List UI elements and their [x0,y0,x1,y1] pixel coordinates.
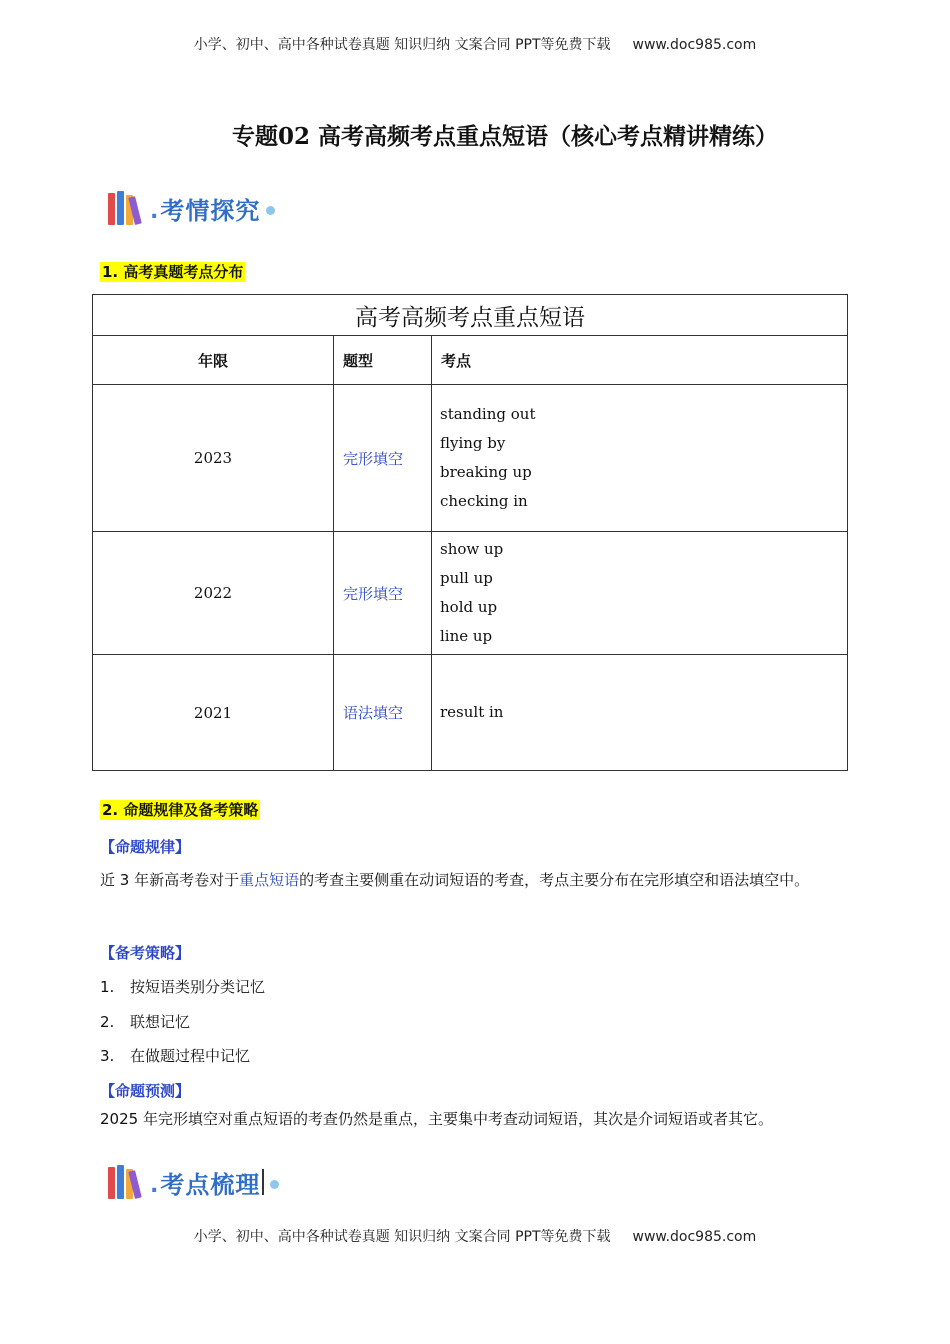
banner-title: 考情探究 [160,196,261,225]
column-header-points: 考点 [432,336,848,385]
list-number: 2. [100,1013,115,1031]
footer-site-link[interactable]: www.doc985.com [632,1229,757,1245]
type-cell[interactable]: 完形填空 [334,532,432,655]
year-cell: 2021 [93,655,334,771]
page-header [0,34,950,54]
list-text: 按短语类别分类记忆 [130,978,266,996]
forecast-paragraph: 2025 年完形填空对重点短语的考查仍然是重点，主要集中考查动词短语，其次是介词短语或者其它。 [100,1110,773,1128]
strategy-label: 【备考策略】 [100,944,191,962]
rule-label: 【命题规律】 [100,838,191,856]
year-cell: 2022 [93,532,334,655]
books-icon [108,1165,144,1199]
list-number: 1. [100,978,115,996]
header-site-link[interactable]: www.doc985.com [632,37,757,53]
section-heading-strategy: 2. 命题规律及备考策略 [102,801,259,819]
phrase-item: breaking up [440,463,532,481]
exam-points-table [92,294,848,771]
banner-bullet: . [150,1172,159,1198]
banner-key-points [108,1160,279,1204]
banner-title: 考点梳理 [160,1170,261,1199]
rule-paragraph [100,861,850,899]
phrase-item: flying by [440,434,506,452]
phrase-item: result in [440,703,504,721]
list-item [100,976,265,997]
phrase-item: line up [440,627,493,645]
phrase-item: hold up [440,598,498,616]
list-number: 3. [100,1047,115,1065]
document-title: 专题02 高考高频考点重点短语（核心考点精讲精练） [231,123,778,150]
list-text: 联想记忆 [130,1013,191,1031]
column-header-year: 年限 [93,336,334,385]
banner-exam-analysis [108,186,275,230]
table-caption: 高考高频考点重点短语 [93,295,848,336]
phrase-item: checking in [440,492,528,510]
footer-text: 小学、初中、高中各种试卷真题 知识归纳 文案合同 PPT等免费下载 [193,1229,611,1245]
phrase-item: standing out [440,405,536,423]
page-footer [0,1226,950,1246]
rule-text-post: 的考查主要侧重在动词短语的考查，考点主要分布在完形填空和语法填空中。 [299,871,810,889]
phrase-item: pull up [440,569,493,587]
points-cell [432,655,848,771]
books-icon [108,191,144,225]
header-text: 小学、初中、高中各种试卷真题 知识归纳 文案合同 PPT等免费下载 [193,37,611,53]
column-header-type: 题型 [334,336,432,385]
phrase-item: show up [440,540,504,558]
year-cell: 2023 [93,385,334,532]
type-cell[interactable]: 语法填空 [334,655,432,771]
type-cell[interactable]: 完形填空 [334,385,432,532]
list-item [100,1045,250,1066]
dot-icon [270,1180,279,1189]
table-row [93,385,848,532]
points-cell [432,385,848,532]
rule-text-pre: 近 3 年新高考卷对于 [100,871,240,889]
table-row [93,532,848,655]
section-heading-distribution: 1. 高考真题考点分布 [102,263,244,281]
dot-icon [266,206,275,215]
text-cursor [262,1169,264,1195]
banner-bullet: . [150,198,159,224]
list-item [100,1011,190,1032]
points-cell [432,532,848,655]
key-phrase-link[interactable]: 重点短语 [239,871,300,889]
table-row [93,655,848,771]
forecast-label: 【命题预测】 [100,1082,191,1100]
list-text: 在做题过程中记忆 [130,1047,251,1065]
